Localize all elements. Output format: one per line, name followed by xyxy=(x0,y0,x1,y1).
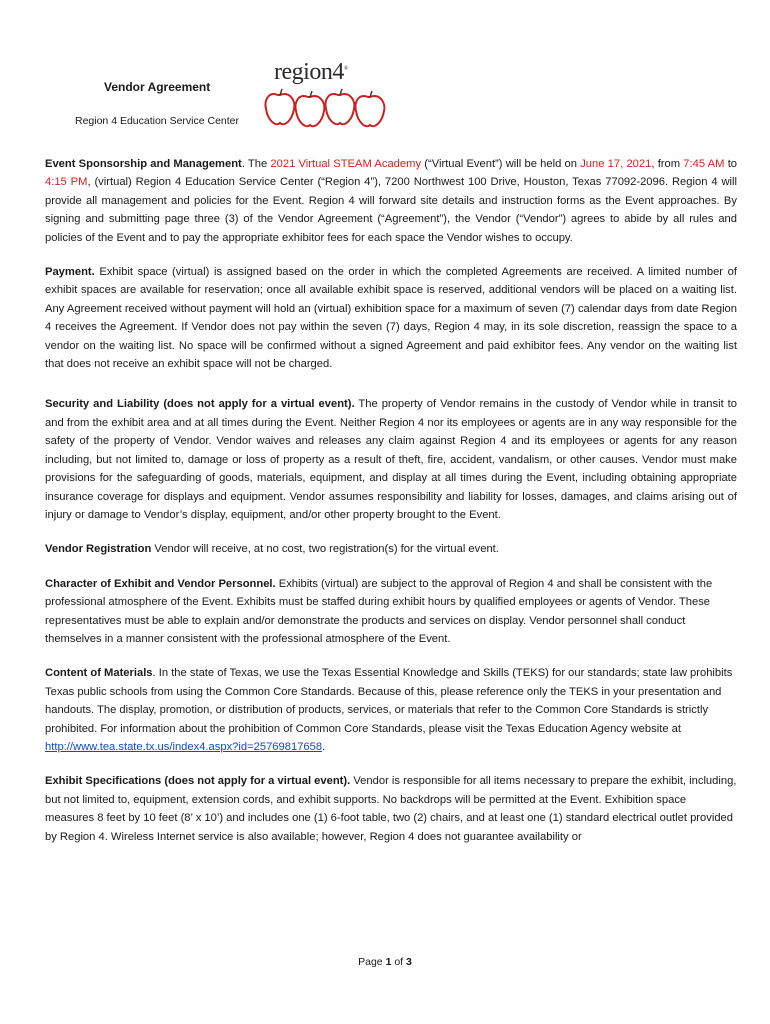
security-section: Security and Liability (does not apply for a virtual event). The property of Vendor remains in the custody of Vendor while in transit to and from the exhibit area and at all times during the Event. Neither Region 4 nor its employees or agents are in any way responsible for the safety of the property of Vendor. Vendor waives and releases any claim against Region 4 and its employees or agents for any reason including, but not limited to, damage or loss of property as a result of theft, fire, accident, vandalism, or other causes. Vendor must make provisions for the safeguarding of goods, materials, equipment, and display at all times during the Event, including obtaining appropriate insurance coverage for displays and equipment. Vendor assumes responsibility and liability for losses, damages, and claims arising out of injury or damage to Vendor’s display, equipment, and/or other property brought to the Event. xyxy=(45,398,738,521)
event-date: June 17, 2021 xyxy=(580,158,652,170)
document-title: Vendor Agreement xyxy=(104,80,211,94)
start-time: 7:45 AM xyxy=(683,158,725,170)
event-name: 2021 Virtual STEAM Academy xyxy=(270,158,422,170)
character-heading: Character of Exhibit and Vendor Personnel. xyxy=(45,577,276,590)
security-heading: Security and Liability (does not apply for a virtual event). xyxy=(45,398,355,411)
specs-section: Exhibit Specifications (does not apply for a virtual event). Vendor is responsible for all items necessary to prepare the exhibit, including, but not limited to, equipment, extension cords, and exhibit supports. No backdrops will be permitted at the Event. Exhibition space measures 8 feet by 10 feet (8’ x 10’) and includes one (1) 6-foot table, two (2) chairs, and at least one (1) standard electrical outlet provided by Region 4. Wireless Internet service is also available; however, Region 4 does not guarantee availability or xyxy=(45,775,737,843)
organization-name: Region 4 Education Service Center xyxy=(75,115,240,127)
event-heading: Event Sponsorship and Management xyxy=(45,158,242,170)
payment-section: Payment. Exhibit space (virtual) is assigned based on the order in which the completed Agreements are received. A limited number of exhibit spaces are available for reservation; once all available exhibit space is reserved, additional vendors will be placed on a waiting list. Any Agreement received without payment will hold an (virtual) exhibition space for a maximum of seven (7) calendar days from date Region 4 receives the Agreement. If Vendor does not pay within the seven (7) days, Region 4 may, in its sole discretion, reassign the space to a vendor on the waiting list. No space will be confirmed without a signed Agreement and paid exhibitor fees. Any vendor on the waiting list that does not receive an exhibit space will not be charged. xyxy=(45,266,737,371)
logo-wordmark: region4® xyxy=(274,59,348,85)
region4-logo xyxy=(262,59,396,131)
apples-icon xyxy=(262,85,396,131)
page-number: Page 1 of 3 xyxy=(358,956,412,968)
character-section: Character of Exhibit and Vendor Personnel. Exhibits (virtual) are subject to the approval of Region 4 and shall be consistent with the professional atmosphere of the Event. Exhibits must be staffed during exhibit hours by qualified employees or agents of Vendor. These representatives must be able to explain and/or demonstrate the products and services on display. Vendor personnel shall conduct themselves in a manner consistent with the professional atmosphere of the Event. xyxy=(45,577,713,645)
payment-heading: Payment. xyxy=(45,266,95,279)
agreement-body xyxy=(45,155,737,862)
event-section: Event Sponsorship and Management. The 2021 Virtual STEAM Academy (“Virtual Event”) will be held on June 17, 2021, from 7:45 AM to 4:15 PM, (virtual) Region 4 Education Service Center (“Region 4”), 7200 Northwest 100 Drive, Houston, Texas 77092-2096. Region 4 will provide all management and policies for the Event. Region 4 will forward site details and instruction forms as the Event approaches. By signing and submitting page three (3) of the Vendor Agreement (“Agreement”), the Vendor (“Vendor”) agrees to abide by all rules and policies of the Event and to pay the appropriate exhibitor fees for each space the Vendor wishes to occupy. xyxy=(45,158,738,244)
end-time: 4:15 PM xyxy=(45,176,88,189)
materials-section: Content of Materials. In the state of Texas, we use the Texas Essential Knowledge and Skills (TEKS) for our standards; state law prohibits Texas public schools from using the Common Core Standards. Because of this, please reference only the TEKS in your presentation and handouts. The display, promotion, or distribution of products, services, or materials that refer to the Common Core Standards is strictly prohibited. For information about the prohibition of Common Core Standards, please visit the Texas Education Agency website at http://www.tea.state.tx.us/index4.aspx?id=25769817658. xyxy=(45,667,733,753)
specs-heading: Exhibit Specifications (does not apply for a virtual event). xyxy=(45,775,351,788)
materials-heading: Content of Materials xyxy=(45,667,153,680)
registration-section: Vendor Registration Vendor will receive, at no cost, two registration(s) for the virtual event. xyxy=(45,543,499,556)
tea-website-link[interactable]: http://www.tea.state.tx.us/index4.aspx?id=25769817658 xyxy=(45,740,323,753)
registration-heading: Vendor Registration xyxy=(45,543,152,556)
